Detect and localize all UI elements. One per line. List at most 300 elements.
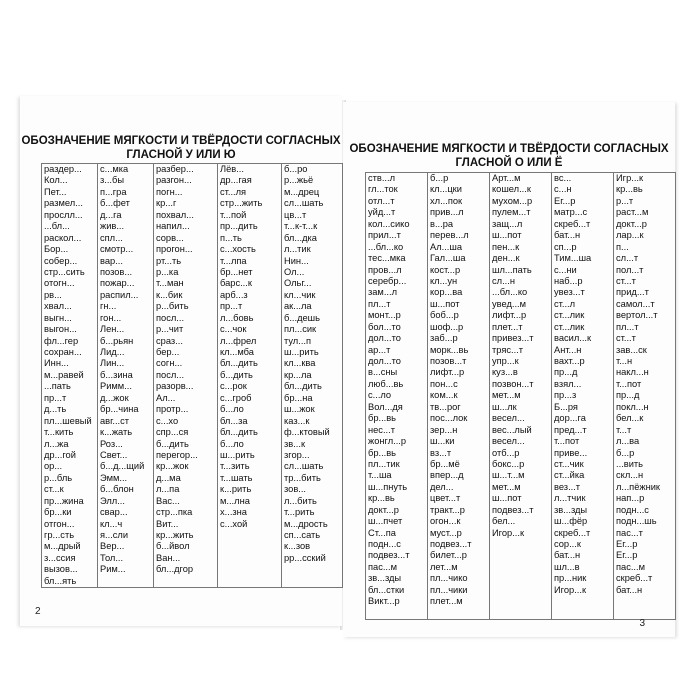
word-entry: Ст...па <box>368 527 396 538</box>
word-entry: з...ссия <box>44 552 76 563</box>
word-entry: кр...жок <box>156 461 189 472</box>
title-line: ГЛАСНОЙ У ИЛИ Ю <box>126 149 236 161</box>
word-entry: Вас... <box>156 495 180 506</box>
word-entry: бр...вь <box>368 447 397 458</box>
word-entry: бел...к <box>616 413 644 424</box>
word-entry: отгон... <box>44 518 75 529</box>
word-entry <box>492 539 550 550</box>
word-entry: ф...ктовый <box>284 427 330 438</box>
word-entry: жив... <box>100 221 125 232</box>
word-entry: пр...т <box>44 392 67 403</box>
word-entry: ком...к <box>430 390 458 401</box>
word-entry: отл...т <box>368 195 395 206</box>
word-entry: кл...ч <box>100 518 123 529</box>
word-entry: ш...рить <box>284 347 319 357</box>
word-entry: раскол... <box>44 232 82 243</box>
word-entry: дол...то <box>368 356 401 366</box>
word-entry: ден...к <box>492 253 520 264</box>
word-entry: бер... <box>156 347 180 357</box>
word-entry: кл...цки <box>430 184 462 195</box>
word-column <box>616 173 674 619</box>
word-entry: сп...сать <box>284 530 321 540</box>
word-entry: кор...ва <box>430 287 463 298</box>
word-entry: кол...сико <box>368 218 410 229</box>
word-entry: прив...л <box>430 207 464 218</box>
word-entry: позов... <box>100 266 133 277</box>
word-entry: барс...к <box>220 278 252 289</box>
word-entry: л...бовь <box>220 312 254 323</box>
word-entry: т...лпа <box>220 255 247 266</box>
word-entry: авг...ст <box>100 415 130 426</box>
word-entry: т...пот <box>554 436 580 447</box>
word-entry: тул...п <box>284 335 312 346</box>
word-entry: куз...в <box>492 367 518 378</box>
word-entry: жонгл...р <box>368 436 407 447</box>
word-entry: ст...ля <box>220 186 247 197</box>
word-entry: к...жать <box>100 427 133 438</box>
word-entry: дор...га <box>554 413 586 424</box>
word-entry: бр...мё <box>430 458 460 469</box>
word-entry: с...ни <box>554 264 577 275</box>
word-entry: м...дрый <box>44 541 81 552</box>
word-entry: ш...ки <box>430 436 455 447</box>
word-entry: дол...то <box>368 333 401 344</box>
word-entry: пр...жина <box>44 495 84 506</box>
word-entry: Ег...р <box>554 195 576 206</box>
word-entry: Тим...ша <box>554 253 592 264</box>
word-entry: позов...т <box>430 356 467 366</box>
word-entry: ор... <box>44 461 63 472</box>
title-line: ОБОЗНАЧЕНИЕ МЯГКОСТИ И ТВЁРДОСТИ СОГЛАСНЫХ <box>21 135 341 147</box>
word-entry: б...ро <box>284 164 308 174</box>
word-entry: арб...з <box>220 289 248 300</box>
word-entry: б...р <box>616 447 635 458</box>
word-entry: м...лна <box>220 495 250 506</box>
word-entry: р...жьё <box>284 175 314 186</box>
word-entry: сохран... <box>44 347 82 357</box>
word-entry: вс... <box>554 173 572 183</box>
word-entry: др...гая <box>220 175 252 186</box>
word-entry: тв...рог <box>430 401 461 412</box>
word-entry: выгн... <box>44 312 72 323</box>
word-entry: кл...ун <box>430 275 458 286</box>
word-column <box>492 173 550 562</box>
word-entry: приве... <box>554 447 588 458</box>
word-entry: ак...ла <box>284 301 312 312</box>
word-entry: вз...т <box>430 447 452 458</box>
word-entry: Ольг... <box>284 278 312 289</box>
word-entry: сорв... <box>156 232 184 243</box>
word-entry: гон... <box>100 312 122 323</box>
word-entry: согн... <box>156 358 183 369</box>
word-entry: тес...мка <box>368 253 406 264</box>
word-entry: спл... <box>100 232 123 243</box>
word-entry: билет...р <box>430 550 467 561</box>
word-entry: ...бл...ко <box>368 241 404 252</box>
word-entry: бр...нет <box>220 266 253 277</box>
word-entry: пас...м <box>616 561 645 572</box>
word-entry: ст...лик <box>554 310 585 321</box>
word-entry: разорв... <box>156 381 194 392</box>
word-entry: к...бик <box>156 289 183 300</box>
word-column <box>100 164 152 587</box>
word-entry: с...хость <box>220 244 256 255</box>
word-entry: Вит... <box>156 518 179 529</box>
word-entry: пл...т <box>616 321 639 332</box>
title-line: ГЛАСНОЙ О ИЛИ Ё <box>455 157 563 169</box>
word-entry: р...чит <box>156 324 184 335</box>
word-entry: гр...сть <box>44 530 75 540</box>
word-entry: ш...пот <box>492 230 522 241</box>
word-entry: скреб...т <box>616 573 653 584</box>
word-entry: б...блон <box>100 484 134 495</box>
word-entry: стр...жить <box>220 198 263 209</box>
word-entry: докт...р <box>368 504 399 515</box>
word-entry: б...р <box>430 173 449 183</box>
word-entry: бол...то <box>368 321 401 332</box>
word-entry: бл...дка <box>284 232 317 243</box>
word-entry: бл...ять <box>44 575 77 586</box>
word-entry: л...ва <box>616 436 640 447</box>
word-entry: уйд...т <box>368 207 396 218</box>
word-entry: т...кить <box>44 427 74 438</box>
word-entry: Пет... <box>44 186 67 197</box>
right-page <box>343 102 675 637</box>
word-entry: б...зина <box>100 369 133 380</box>
word-entry: бат...н <box>554 550 581 561</box>
word-entry: пр...дить <box>220 221 258 232</box>
word-entry: Вер... <box>100 541 125 552</box>
word-entry: ...пать <box>44 381 71 392</box>
word-column <box>368 173 426 608</box>
word-entry: Ант...н <box>554 344 582 355</box>
word-entry: пр...д <box>616 390 640 401</box>
word-entry: бр...на <box>284 392 313 403</box>
word-entry: ...вить <box>616 458 643 469</box>
word-entry: с...ло <box>368 390 392 401</box>
word-entry: т...т <box>616 424 632 435</box>
word-entry: Ал... <box>156 392 176 403</box>
word-column <box>430 173 488 608</box>
word-entry: п...ть <box>220 232 242 243</box>
word-entry: зов... <box>284 484 307 495</box>
word-entry: пон...с <box>430 378 458 389</box>
word-entry: б...дить <box>156 438 189 449</box>
word-entry: бл...дгор <box>156 564 194 575</box>
word-column <box>156 164 216 587</box>
word-entry: мет...м <box>492 390 521 401</box>
word-entry: скреб...т <box>554 218 591 229</box>
word-entry: упр...к <box>492 356 519 366</box>
word-entry: р...ка <box>156 266 179 277</box>
word-entry: ш...лк <box>492 401 517 412</box>
word-entry: огон...к <box>430 516 461 527</box>
word-entry: бр...вь <box>368 413 397 424</box>
word-entry: Игр...к <box>616 173 644 183</box>
word-entry: весел... <box>492 436 525 447</box>
word-entry: т...зить <box>220 461 250 472</box>
word-entry: защ...л <box>492 218 523 229</box>
word-entry: пос...лок <box>430 413 468 424</box>
word-entry: дел... <box>430 481 454 492</box>
word-entry: р...бль <box>44 472 73 483</box>
word-entry: сраз... <box>156 335 183 346</box>
word-entry: л...па <box>156 484 180 495</box>
word-entry: Лёв... <box>220 164 244 174</box>
word-entry: л...бить <box>284 495 317 506</box>
word-entry: плет...м <box>430 596 463 607</box>
word-entry: вар... <box>100 255 123 266</box>
word-entry: перев...л <box>430 230 469 241</box>
word-entry: Ол... <box>284 266 305 277</box>
word-entry: шл...пать <box>492 264 532 275</box>
word-entry: с...мка <box>100 164 129 174</box>
word-entry: т...пот <box>616 378 642 389</box>
word-entry: кл...мба <box>220 347 254 357</box>
word-entry: ст...лик <box>554 321 585 332</box>
word-entry: т...н <box>616 356 633 366</box>
word-entry: Инн... <box>44 358 69 369</box>
word-entry: пл...т <box>368 298 391 309</box>
word-entry: похвал... <box>156 209 194 220</box>
left-page <box>20 96 342 626</box>
word-entry <box>100 576 152 587</box>
word-entry: Бор... <box>44 244 69 255</box>
word-entry: подн...с <box>368 539 401 549</box>
word-entry: пен...к <box>492 241 520 252</box>
word-entry: д...га <box>100 209 122 220</box>
word-entry: бокс...р <box>492 458 525 469</box>
word-entry: рр...сский <box>284 552 326 563</box>
word-entry: докт...р <box>616 218 647 229</box>
word-entry: напил... <box>156 221 190 232</box>
word-entry: ст...йка <box>554 470 585 481</box>
word-entry: прослл... <box>44 209 83 220</box>
word-entry: бр...чина <box>100 404 139 415</box>
word-entry: т...рить <box>284 507 315 518</box>
word-entry: ш...пчет <box>368 516 403 527</box>
word-entry: впер...д <box>430 470 464 481</box>
word-entry: бл...за <box>220 415 248 426</box>
word-entry: сл...шать <box>284 198 324 209</box>
word-entry: кр...ла <box>284 369 312 380</box>
word-entry: ст...к <box>44 484 64 495</box>
word-entry: подвез...т <box>368 550 410 561</box>
word-table <box>41 163 343 588</box>
word-entry: распил... <box>100 289 139 300</box>
word-entry: с...чок <box>220 324 247 335</box>
word-entry: вез...т <box>554 481 581 492</box>
word-entry: раст...м <box>616 207 649 218</box>
word-entry: п... <box>616 241 629 252</box>
word-entry: ар...т <box>368 344 391 355</box>
word-entry: Лин... <box>100 358 125 369</box>
word-entry: шл...в <box>554 561 580 572</box>
word-entry: отб...р <box>492 447 520 458</box>
word-entry: разбер... <box>156 164 194 174</box>
word-entry: пл...сик <box>284 324 317 335</box>
word-entry: Нин... <box>284 255 309 266</box>
word-entry: скреб...т <box>554 527 591 538</box>
word-entry: увез...т <box>554 287 585 298</box>
word-entry: Лид... <box>100 347 125 357</box>
word-entry: с...н <box>554 184 572 195</box>
word-entry: вызов... <box>44 564 78 575</box>
word-entry: б...ло <box>220 404 244 415</box>
word-entry: матр...с <box>554 207 588 218</box>
word-entry: пас...т <box>616 527 643 538</box>
word-entry: пас...м <box>368 561 397 572</box>
word-entry: Рим... <box>100 564 126 575</box>
word-entry: посл... <box>156 369 185 380</box>
word-entry: бл...дить <box>220 358 258 369</box>
word-entry: цв...т <box>284 209 307 220</box>
word-entry: др...гой <box>44 449 76 460</box>
word-entry: л...тчик <box>554 493 586 504</box>
word-entry: пожар... <box>100 278 135 289</box>
word-entry: кл...ква <box>284 358 316 369</box>
word-entry: Лен... <box>100 324 125 335</box>
word-entry: привез...т <box>492 333 534 344</box>
word-entry <box>616 608 674 619</box>
word-entry: Гал...ша <box>430 253 466 264</box>
word-entry: подвез...т <box>430 539 472 549</box>
word-entry: б...дить <box>220 369 253 380</box>
word-entry: прогон... <box>156 244 193 255</box>
word-entry: кр...жить <box>156 530 194 540</box>
word-entry: сл...шать <box>284 461 324 472</box>
word-entry: п...гра <box>100 186 127 197</box>
word-entry: бл...дить <box>220 427 258 438</box>
word-entry: ств...л <box>368 173 396 183</box>
word-entry: к...рить <box>220 484 252 495</box>
word-entry: заб...р <box>430 333 458 344</box>
word-entry: т...шать <box>220 472 253 483</box>
word-entry: зав...ск <box>616 344 647 355</box>
word-entry: люб...вь <box>368 378 404 389</box>
word-table <box>365 172 676 620</box>
word-entry: зер...н <box>430 424 458 435</box>
word-entry: муст...р <box>430 527 462 538</box>
word-entry: бел... <box>492 516 516 527</box>
word-entry <box>284 564 341 575</box>
word-entry: разгон... <box>156 175 192 186</box>
word-entry: сл...т <box>616 253 639 264</box>
word-entry: лифт...р <box>492 310 527 321</box>
word-entry: кр...вь <box>616 184 643 195</box>
page-title <box>20 134 342 162</box>
word-entry: д...ма <box>156 472 181 483</box>
word-entry: размел... <box>44 198 83 209</box>
word-entry: зв...к <box>284 438 306 449</box>
word-entry: пр...з <box>554 390 577 401</box>
word-entry: Ал...ша <box>430 241 463 252</box>
word-entry: т...ман <box>156 278 184 289</box>
word-entry: Свет... <box>100 449 128 460</box>
word-entry: сор...к <box>554 539 581 549</box>
word-entry: кост...р <box>430 264 461 275</box>
word-entry: Вол...дя <box>368 401 403 412</box>
word-entry: м...дрость <box>284 518 328 529</box>
word-entry: л...пёжник <box>616 481 660 492</box>
word-entry: л...фрел <box>220 335 257 346</box>
word-entry: погн... <box>156 186 183 197</box>
word-entry <box>554 596 612 607</box>
word-column <box>44 164 96 587</box>
word-entry: рт...ть <box>156 255 182 266</box>
word-entry: б...йвол <box>156 541 190 552</box>
word-entry: бр...ки <box>44 507 72 518</box>
word-entry: кошел...к <box>492 184 531 195</box>
word-entry: ш...жок <box>284 404 315 415</box>
word-entry: гл...ток <box>368 184 398 195</box>
word-entry: с...рок <box>220 381 247 392</box>
word-column <box>220 164 280 541</box>
word-entry: сл...н <box>492 275 515 286</box>
word-entry: м...дрец <box>284 186 320 197</box>
word-entry: зв...зды <box>554 504 588 515</box>
word-entry: ...бл... <box>44 221 70 232</box>
word-entry: ш...пот <box>430 298 460 309</box>
word-entry <box>492 550 550 561</box>
word-entry: лет...м <box>430 561 458 572</box>
word-entry: Ван... <box>156 552 181 563</box>
word-entry: мет...м <box>492 481 521 492</box>
word-entry: тракт...р <box>430 504 465 515</box>
word-entry: к...зов <box>284 541 311 552</box>
word-entry: Игор...к <box>492 527 525 538</box>
word-entry: Римм... <box>100 381 132 392</box>
word-entry: фл...гер <box>44 335 79 346</box>
word-entry: нап...р <box>616 493 645 504</box>
word-entry: ш...т...м <box>492 470 525 481</box>
word-entry: стр...пка <box>156 507 193 518</box>
word-entry: подн...шь <box>616 516 657 527</box>
word-entry: Роз... <box>100 438 123 449</box>
word-entry: покл...н <box>616 401 649 412</box>
word-entry: б...д...щий <box>100 461 145 472</box>
word-entry: морк...вь <box>430 344 469 355</box>
word-entry: л...тик <box>284 244 311 255</box>
word-entry: монт...р <box>368 310 401 321</box>
word-entry: Тол... <box>100 552 124 563</box>
word-entry: Игор...к <box>554 584 587 595</box>
word-entry: цвет...т <box>430 493 461 504</box>
word-entry: бл...дить <box>284 381 322 392</box>
word-entry: ш...рить <box>220 449 255 460</box>
word-entry: прил...т <box>368 230 401 241</box>
word-entry: бат...н <box>554 230 581 241</box>
word-entry <box>616 596 674 607</box>
word-entry: вахт...р <box>554 356 585 366</box>
word-entry: бат...н <box>616 584 643 595</box>
word-entry: л...жа <box>44 438 69 449</box>
title-line: ОБОЗНАЧЕНИЕ МЯГКОСТИ И ТВЁРДОСТИ СОГЛАСНЫХ <box>349 143 669 155</box>
word-entry: д...ть <box>44 404 67 415</box>
word-entry: ст...чик <box>554 458 584 469</box>
word-column <box>554 173 612 608</box>
word-entry: т...к-т...к <box>284 221 318 232</box>
word-entry: с...хо <box>156 415 179 426</box>
word-entry: спр...ся <box>156 427 189 438</box>
word-entry: отогн... <box>44 278 75 289</box>
word-entry: лифт...р <box>430 367 465 378</box>
word-entry: в...сны <box>368 367 398 378</box>
word-entry: раздер... <box>44 164 82 174</box>
word-entry: пл...чики <box>430 584 468 595</box>
word-entry: посл... <box>156 312 185 323</box>
word-entry: Кол... <box>44 175 68 186</box>
